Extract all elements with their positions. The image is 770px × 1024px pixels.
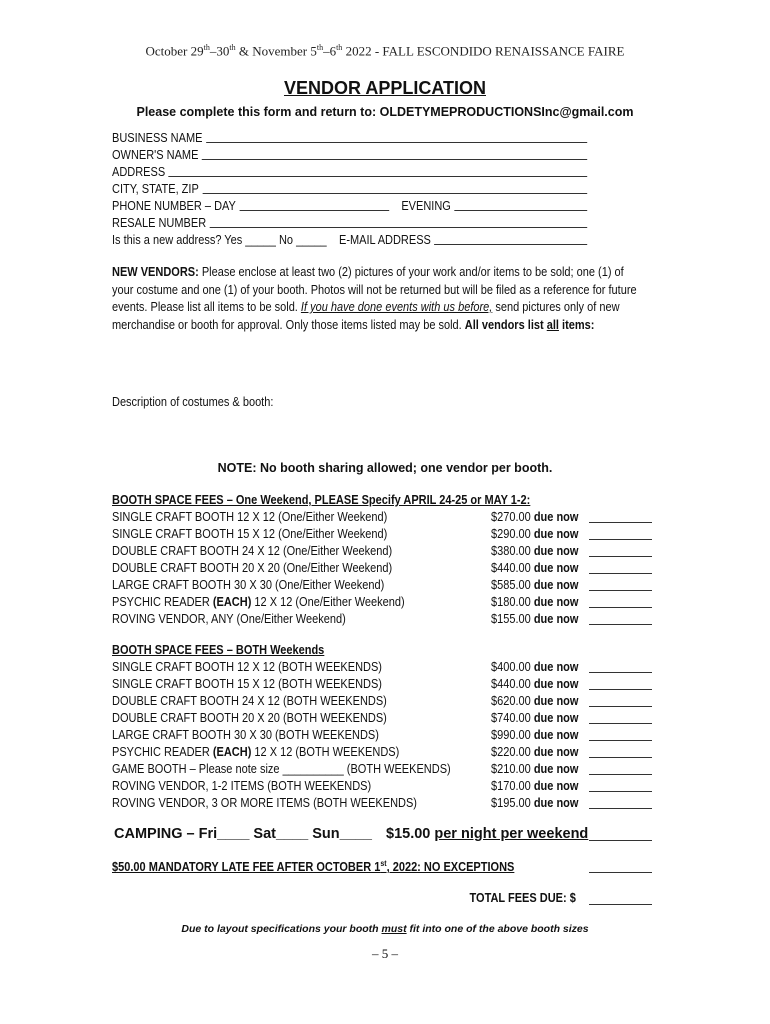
return-instructions: Please complete this form and return to: OLDETYMEPRODUCTIONSInc@gmail.com bbox=[136, 105, 634, 119]
fee-description: DOUBLE CRAFT BOOTH 24 X 12 (BOTH WEEKENDS) bbox=[112, 694, 387, 708]
fee-price bbox=[491, 578, 578, 592]
camping-days: CAMPING – Fri____ Sat____ Sun____ bbox=[114, 826, 372, 842]
fee-row bbox=[112, 728, 652, 745]
fee-due-now: due now bbox=[533, 762, 579, 776]
fee-amount: $270.00 bbox=[491, 510, 531, 524]
business-name-line[interactable] bbox=[206, 130, 587, 143]
fee-blank-line[interactable] bbox=[589, 723, 652, 724]
total-fees-label: TOTAL FEES DUE: $ bbox=[469, 891, 576, 905]
late-fee-row bbox=[112, 859, 652, 876]
fee-due-now: due now bbox=[533, 595, 579, 609]
fee-blank-line[interactable] bbox=[589, 590, 652, 591]
fee-amount: $440.00 bbox=[491, 561, 531, 575]
fee-blank-line[interactable] bbox=[589, 706, 652, 707]
fee-description-pre: PSYCHIC READER bbox=[112, 595, 213, 609]
business-name-field[interactable] bbox=[112, 129, 587, 145]
fee-blank-line[interactable] bbox=[589, 672, 652, 673]
camping-rate: per night per weekend bbox=[434, 826, 589, 842]
late-fee-blank[interactable] bbox=[589, 872, 652, 873]
fee-price bbox=[491, 728, 578, 742]
new-vendors-all: all bbox=[546, 317, 559, 332]
fee-amount: $290.00 bbox=[491, 527, 531, 541]
phone-field[interactable] bbox=[112, 197, 587, 213]
fee-amount: $400.00 bbox=[491, 660, 531, 674]
fee-price bbox=[491, 711, 578, 725]
total-fees-blank[interactable] bbox=[589, 904, 652, 905]
resale-number-field[interactable] bbox=[112, 214, 587, 230]
fee-row bbox=[112, 745, 652, 762]
new-vendors-text-1: Please enclose at least two (2) pictures of your work and/or items to be sold; one (1) of your costume and one (1) of your booth. Photos will not be returned but will be filed as a reference for future events. Please list all items to be sold. bbox=[112, 265, 637, 314]
fee-row bbox=[112, 578, 652, 595]
fee-blank-line[interactable] bbox=[589, 808, 652, 809]
fee-description: DOUBLE CRAFT BOOTH 20 X 20 (One/Either Weekend) bbox=[112, 561, 393, 575]
fee-row bbox=[112, 779, 652, 796]
fee-row bbox=[112, 762, 652, 779]
new-vendors-text-2: send pictures only of new merchandise or booth for approval. Only those items listed may be sold. bbox=[112, 300, 620, 332]
fee-description: ROVING VENDOR, ANY (One/Either Weekend) bbox=[112, 612, 346, 626]
fee-due-now: due now bbox=[533, 677, 579, 691]
header-sup-3: th bbox=[316, 43, 324, 52]
footnote-pre: Due to layout specifications your booth bbox=[181, 923, 382, 935]
fee-price bbox=[491, 595, 578, 609]
fee-description-each: (EACH) bbox=[212, 595, 252, 609]
fee-amount: $155.00 bbox=[491, 612, 531, 626]
resale-number-label: RESALE NUMBER bbox=[112, 216, 207, 230]
fee-amount: $585.00 bbox=[491, 578, 531, 592]
fee-price bbox=[491, 677, 578, 691]
new-address-email-field[interactable] bbox=[112, 231, 587, 247]
late-fee-sup: st bbox=[380, 859, 387, 868]
fee-description bbox=[112, 595, 405, 609]
new-address-question: Is this a new address? Yes _____ No _____ bbox=[112, 233, 327, 247]
fee-blank-line[interactable] bbox=[589, 740, 652, 741]
fee-description: LARGE CRAFT BOOTH 30 X 30 (BOTH WEEKENDS) bbox=[112, 728, 379, 742]
fee-due-now: due now bbox=[533, 561, 579, 575]
fee-price bbox=[491, 527, 578, 541]
evening-label: EVENING bbox=[401, 199, 451, 213]
fee-blank-line[interactable] bbox=[589, 689, 652, 690]
event-header bbox=[0, 43, 770, 59]
fee-price bbox=[491, 779, 578, 793]
fee-description: DOUBLE CRAFT BOOTH 24 X 12 (One/Either Weekend) bbox=[112, 544, 393, 558]
fee-description-post: 12 X 12 (One/Either Weekend) bbox=[251, 595, 405, 609]
fee-blank-line[interactable] bbox=[589, 791, 652, 792]
footnote-must: must bbox=[381, 923, 407, 935]
fee-blank-line[interactable] bbox=[589, 757, 652, 758]
fee-row bbox=[112, 694, 652, 711]
phone-day-line[interactable] bbox=[239, 198, 389, 211]
email-line[interactable] bbox=[434, 232, 587, 245]
fee-amount: $990.00 bbox=[491, 728, 531, 742]
fee-blank-line[interactable] bbox=[589, 774, 652, 775]
fee-due-now: due now bbox=[533, 544, 579, 558]
fee-price bbox=[491, 796, 578, 810]
fee-price bbox=[491, 660, 578, 674]
fee-description: GAME BOOTH – Please note size __________ (BOTH WEEKENDS) bbox=[112, 762, 451, 776]
late-fee-pre: $50.00 MANDATORY LATE FEE AFTER OCTOBER 1 bbox=[112, 860, 381, 875]
fee-description: LARGE CRAFT BOOTH 30 X 30 (One/Either Weekend) bbox=[112, 578, 385, 592]
header-event-name: 2022 - FALL ESCONDIDO RENAISSANCE FAIRE bbox=[342, 43, 625, 59]
header-sup-2: th bbox=[229, 43, 236, 52]
fee-amount: $195.00 bbox=[491, 796, 531, 810]
fee-amount: $380.00 bbox=[491, 544, 531, 558]
city-state-zip-line[interactable] bbox=[202, 181, 587, 194]
late-fee-text bbox=[112, 859, 514, 874]
fee-blank-line[interactable] bbox=[589, 556, 652, 557]
fee-row bbox=[112, 595, 652, 612]
address-label: ADDRESS bbox=[112, 165, 166, 179]
page-number: – 5 – bbox=[372, 946, 398, 961]
fee-description: SINGLE CRAFT BOOTH 12 X 12 (BOTH WEEKENDS) bbox=[112, 660, 382, 674]
fee-description-post: 12 X 12 (BOTH WEEKENDS) bbox=[251, 745, 400, 759]
fee-due-now: due now bbox=[533, 660, 579, 674]
fee-blank-line[interactable] bbox=[589, 573, 652, 574]
fee-price bbox=[491, 544, 578, 558]
footnote-post: fit into one of the above booth sizes bbox=[406, 923, 589, 935]
fee-blank-line[interactable] bbox=[589, 624, 652, 625]
fee-due-now: due now bbox=[533, 796, 579, 810]
camping-price bbox=[386, 826, 588, 842]
header-date-2: –30 bbox=[209, 43, 230, 59]
fee-description: DOUBLE CRAFT BOOTH 20 X 20 (BOTH WEEKENDS) bbox=[112, 711, 387, 725]
booth-sharing-note: NOTE: No booth sharing allowed; one vendor per booth. bbox=[217, 461, 553, 475]
fee-row bbox=[112, 544, 652, 561]
page-title: VENDOR APPLICATION bbox=[283, 78, 486, 98]
owners-name-field[interactable] bbox=[112, 146, 587, 162]
header-date-4: –6 bbox=[323, 43, 337, 59]
city-state-zip-field[interactable] bbox=[112, 180, 587, 196]
owners-name-line[interactable] bbox=[202, 147, 587, 160]
new-vendors-paragraph bbox=[112, 264, 640, 334]
camping-amount: $15.00 bbox=[386, 826, 435, 842]
fee-due-now: due now bbox=[533, 779, 579, 793]
business-name-label: BUSINESS NAME bbox=[112, 131, 203, 145]
total-fees-row bbox=[112, 891, 652, 908]
fee-row bbox=[112, 677, 652, 694]
fee-due-now: due now bbox=[533, 711, 579, 725]
fee-description: ROVING VENDOR, 1-2 ITEMS (BOTH WEEKENDS) bbox=[112, 779, 372, 793]
fee-due-now: due now bbox=[533, 612, 579, 626]
fee-row bbox=[112, 612, 652, 629]
evening-line[interactable] bbox=[454, 198, 587, 211]
fee-amount: $180.00 bbox=[491, 595, 531, 609]
fee-description: SINGLE CRAFT BOOTH 15 X 12 (BOTH WEEKENDS) bbox=[112, 677, 382, 691]
fee-description-pre: PSYCHIC READER bbox=[112, 745, 213, 759]
fee-due-now: due now bbox=[533, 745, 579, 759]
fee-row bbox=[112, 510, 652, 527]
fee-price bbox=[491, 694, 578, 708]
fee-price bbox=[491, 762, 578, 776]
phone-day-label: PHONE NUMBER – DAY bbox=[112, 199, 236, 213]
header-date-1: October 29 bbox=[145, 43, 204, 59]
new-vendors-bold: All vendors list bbox=[464, 317, 547, 332]
fee-amount: $620.00 bbox=[491, 694, 531, 708]
new-vendors-italic: If you have done events with us before, bbox=[300, 300, 493, 314]
fee-amount: $210.00 bbox=[491, 762, 531, 776]
address-field[interactable] bbox=[112, 163, 587, 179]
fee-price bbox=[491, 612, 578, 626]
fee-due-now: due now bbox=[533, 527, 579, 541]
fee-row bbox=[112, 711, 652, 728]
description-label: Description of costumes & booth: bbox=[112, 395, 274, 409]
fee-due-now: due now bbox=[533, 510, 579, 524]
fee-due-now: due now bbox=[533, 694, 579, 708]
fee-description-each: (EACH) bbox=[212, 745, 252, 759]
fee-description: ROVING VENDOR, 3 OR MORE ITEMS (BOTH WEEKENDS) bbox=[112, 796, 417, 810]
header-sup-1: th bbox=[203, 43, 210, 52]
fee-row bbox=[112, 796, 652, 813]
header-sup-4: th bbox=[336, 43, 343, 52]
fee-blank-line[interactable] bbox=[589, 607, 652, 608]
late-fee-post: , 2022: NO EXCEPTIONS bbox=[386, 860, 515, 875]
fee-blank-line[interactable] bbox=[589, 539, 652, 540]
fee-row bbox=[112, 561, 652, 578]
fee-description bbox=[112, 745, 399, 759]
fee-description: SINGLE CRAFT BOOTH 15 X 12 (One/Either Weekend) bbox=[112, 527, 388, 541]
fee-row bbox=[112, 660, 652, 677]
resale-number-line[interactable] bbox=[210, 215, 588, 228]
fee-due-now: due now bbox=[533, 578, 579, 592]
fee-due-now: due now bbox=[533, 728, 579, 742]
new-vendors-label: NEW VENDORS: bbox=[112, 265, 199, 279]
camping-blank[interactable] bbox=[589, 840, 652, 841]
header-date-3: & November 5 bbox=[235, 43, 317, 59]
fee-description: SINGLE CRAFT BOOTH 12 X 12 (One/Either Weekend) bbox=[112, 510, 388, 524]
fee-price bbox=[491, 510, 578, 524]
owners-name-label: OWNER'S NAME bbox=[112, 148, 199, 162]
one-weekend-heading: BOOTH SPACE FEES – One Weekend, PLEASE Specify APRIL 24-25 or MAY 1-2: bbox=[112, 493, 531, 507]
city-state-zip-label: CITY, STATE, ZIP bbox=[112, 182, 199, 196]
fee-amount: $440.00 bbox=[491, 677, 531, 691]
address-line[interactable] bbox=[169, 164, 587, 177]
fee-amount: $220.00 bbox=[491, 745, 531, 759]
new-vendors-bold-end: items: bbox=[558, 317, 595, 332]
fee-blank-line[interactable] bbox=[589, 522, 652, 523]
camping-row bbox=[114, 826, 654, 846]
fee-amount: $740.00 bbox=[491, 711, 531, 725]
email-label: E-MAIL ADDRESS bbox=[338, 233, 431, 247]
fee-row bbox=[112, 527, 652, 544]
fee-amount: $170.00 bbox=[491, 779, 531, 793]
fee-price bbox=[491, 745, 578, 759]
layout-footnote bbox=[0, 923, 770, 935]
both-weekends-heading: BOOTH SPACE FEES – BOTH Weekends bbox=[112, 643, 325, 657]
fee-price bbox=[491, 561, 578, 575]
